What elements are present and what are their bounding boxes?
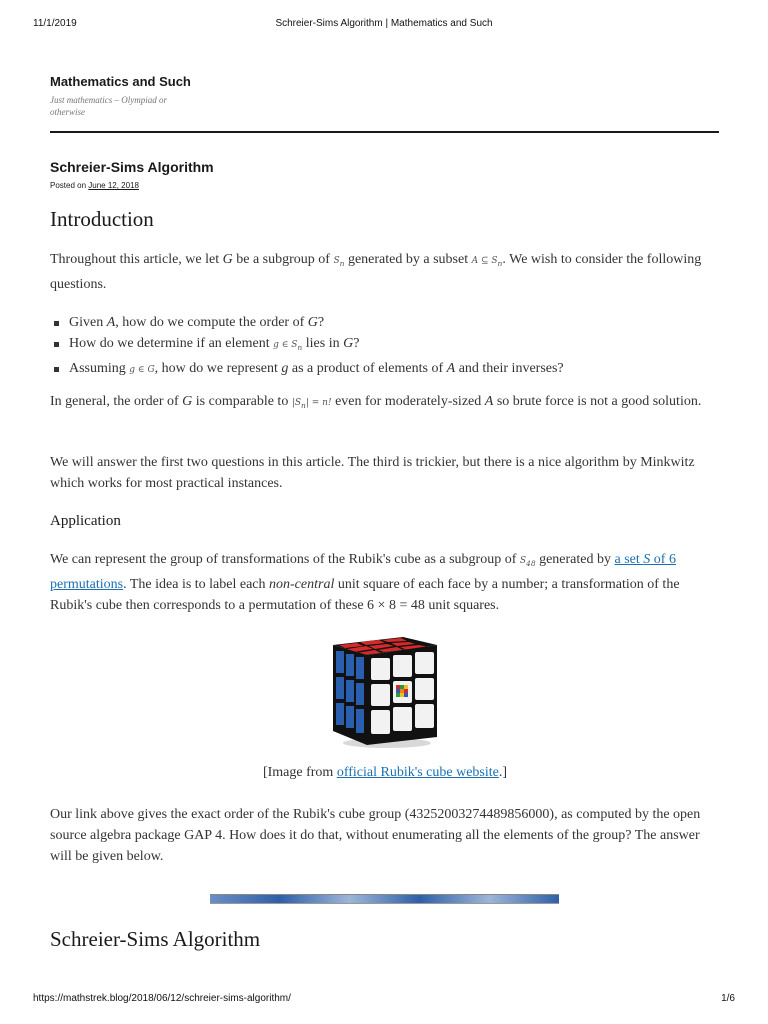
site-title[interactable]: Mathematics and Such <box>50 74 191 89</box>
cropped-image-strip <box>210 894 559 904</box>
print-page-number: 1/6 <box>721 993 735 1004</box>
image-caption: [Image from official Rubik's cube website.] <box>262 765 508 780</box>
list-item: How do we determine if an element g ∈ $S_n$ lies in G? <box>50 333 720 358</box>
posted-prefix: Posted on <box>50 181 87 190</box>
posted-on <box>50 181 139 190</box>
header-divider <box>50 131 719 133</box>
posted-date-link[interactable]: June 12, 2018 <box>88 181 139 190</box>
schreier-sims-heading: Schreier-Sims Algorithm <box>50 927 261 951</box>
intro-paragraph-2: In general, the order of G is comparable to $|S_n| = n$! even for moderately-sized A so brute force is not a good solution. <box>50 394 702 410</box>
site-description: Just mathematics – Olympiad or otherwise <box>50 95 167 117</box>
application-paragraph-2: Our link above gives the exact order of the Rubik's cube group (43252003274489856000), as computed by the open source algebra package GAP 4. How does it do that, without enumerating all the elements of the group? The answer will be given below. <box>50 807 701 864</box>
intro-paragraph-3: We will answer the first two questions in this article. The third is trickier, but there is a nice algorithm by Minkwitz which works for most practical instances. <box>50 455 695 491</box>
list-item: Assuming g ∈ G, how do we represent g as a product of elements of A and their inverses? <box>50 358 720 381</box>
permutations-link[interactable]: a set S of 6 permutations <box>50 552 676 592</box>
application-paragraph-1: We can represent the group of transformations of the Rubik's cube as a subgroup of $S_{48}$ generated by a set S of 6 permutations. The idea is to label each non-central unit square of each face by a number; a transformation of the Rubik's cube then corresponds to a permutation of these 6 × 8 = 48 unit squares. <box>50 552 680 613</box>
rubiks-website-link[interactable]: official Rubik's cube website <box>336 765 499 780</box>
print-url: https://mathstrek.blog/2018/06/12/schreier-sims-algorithm/ <box>33 993 291 1004</box>
post-title: Schreier-Sims Algorithm <box>50 159 214 175</box>
print-date: 11/1/2019 <box>33 18 77 29</box>
rubiks-cube-image <box>325 633 439 749</box>
questions-list <box>50 312 720 381</box>
print-page-title: Schreier-Sims Algorithm | Mathematics and Such <box>275 18 493 29</box>
application-heading: Application <box>50 513 121 529</box>
intro-paragraph-1: Throughout this article, we let G be a subgroup of $S_n$ generated by a subset A ⊆ $S_n$. We wish to consider the following questions. <box>50 252 702 292</box>
intro-heading: Introduction <box>50 207 154 231</box>
list-item: Given A, how do we compute the order of G? <box>50 312 720 333</box>
